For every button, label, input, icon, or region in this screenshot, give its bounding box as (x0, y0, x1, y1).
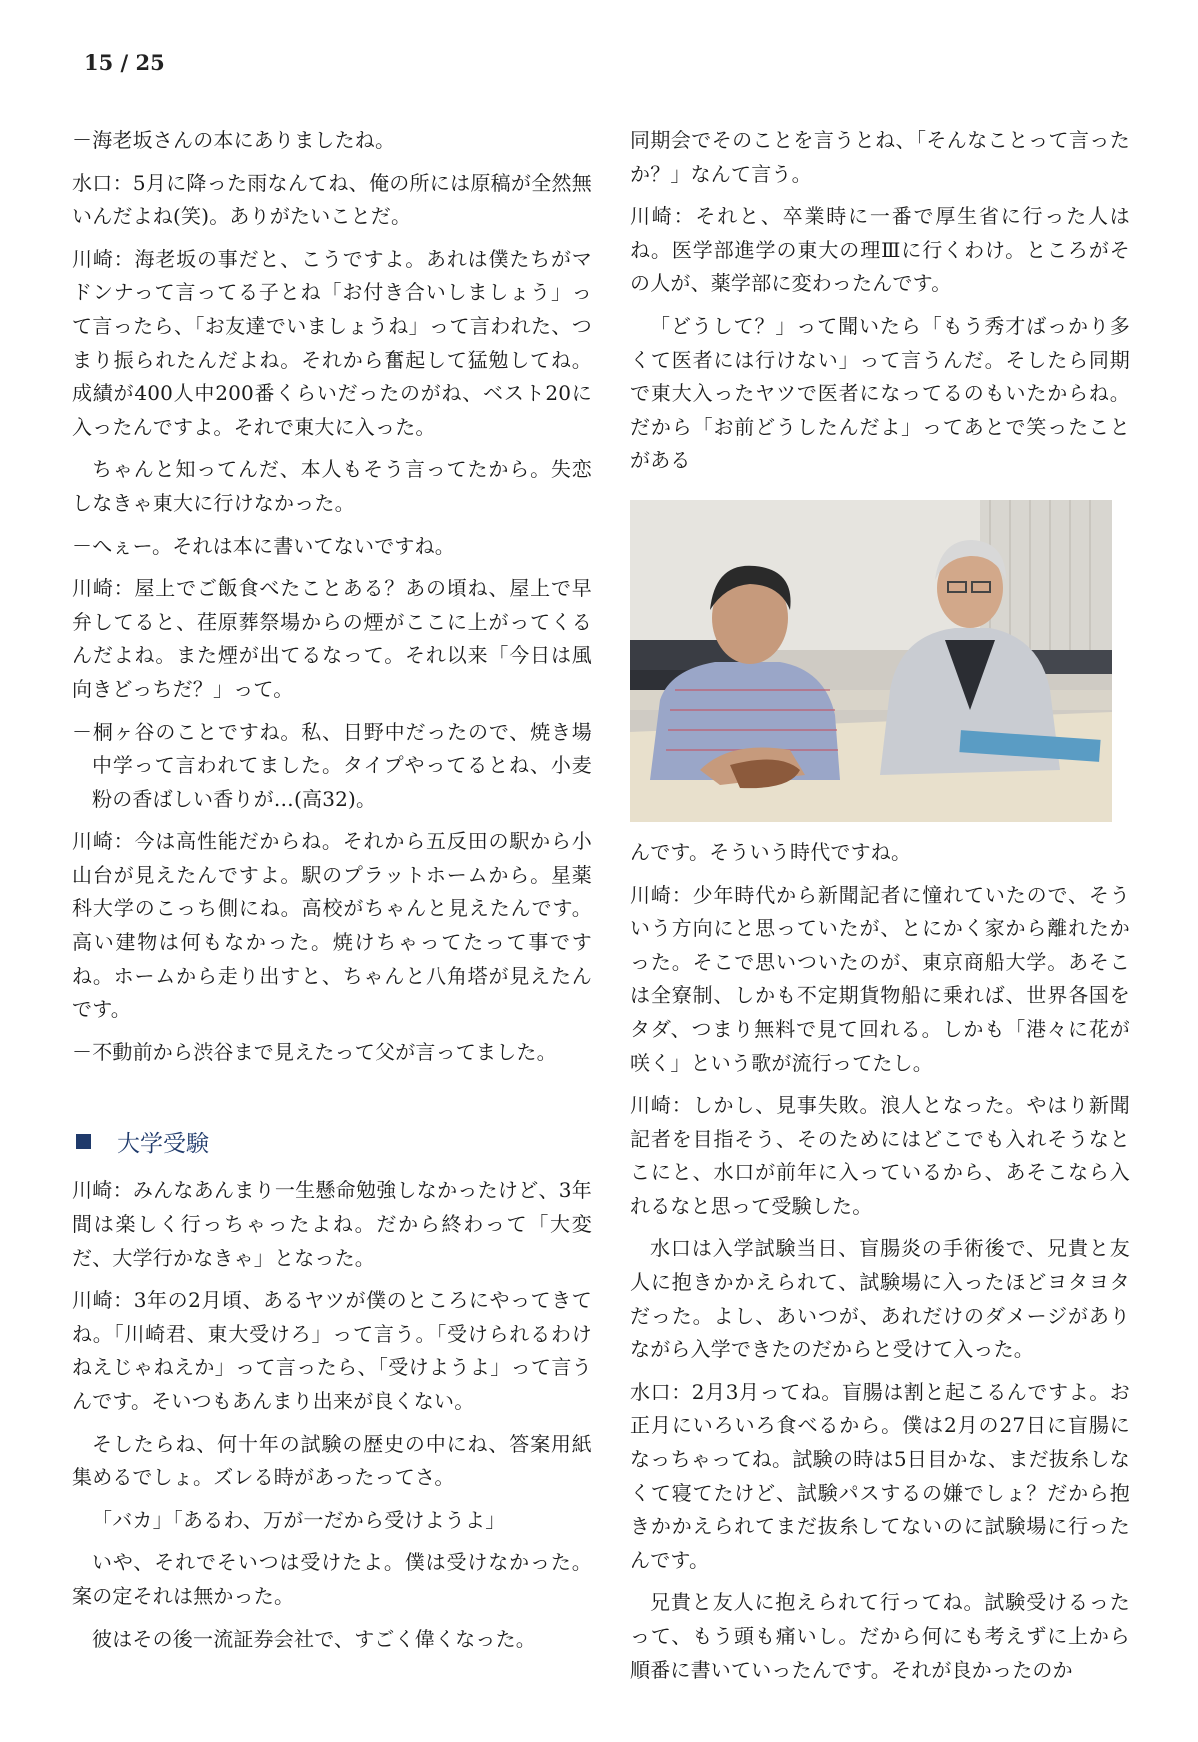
paragraph: 川崎：3年の2月頃、あるヤツが僕のところにやってきてね。「川崎君、東大受けろ」って言う。「受けられるわけねえじゃねえか」って言ったら、「受けようよ」って言うんです。そいつもあんまり出来が良くない。 (72, 1288, 592, 1413)
paragraph: －桐ヶ谷のことですね。私、日野中だったので、焼き場中学って言われてました。タイプやってるとね、小麦粉の香ばしい香りが…(高32)。 (72, 719, 592, 811)
paragraph: いや、それでそいつは受けたよ。僕は受けなかった。案の定それは無かった。 (72, 1550, 592, 1608)
paragraph: 同期会でそのことを言うとね、「そんなことって言ったか？」なんて言う。 (630, 128, 1130, 186)
paragraph: 川崎：それと、卒業時に一番で厚生省に行った人はね。医学部進学の東大の理Ⅲに行くわけ。ところがその人が、薬学部に変わったんです。 (630, 204, 1130, 296)
paragraph: そしたらね、何十年の試験の歴史の中にね、答案用紙集めるでしょ。ズレる時があったってさ。 (72, 1431, 592, 1490)
paragraph: －海老坂さんの本にありましたね。 (72, 128, 396, 152)
right-column (630, 124, 1130, 1696)
interview-photo (630, 500, 1112, 822)
left-column (72, 124, 592, 1665)
paragraph: 彼はその後一流証券会社で、すごく偉くなった。 (92, 1626, 536, 1651)
page-number: 15 / 25 (84, 50, 165, 75)
paragraph: －不動前から渋谷まで見えたって父が言ってました。 (72, 1039, 557, 1064)
paragraph: 川崎：少年時代から新聞記者に憧れていたので、そういう方向にと思っていたが、とにかく家から離れたかった。そこで思いついたのが、東京商船大学。あそこは全寮制、しかも不定期貨物船に乗れば、世界各国をタダ、つまり無料で見て回れる。しかも「港々に花が咲く」という歌が流行ってたし。 (630, 882, 1130, 1075)
left-paragraphs-top (72, 124, 592, 1069)
paragraph: 「バカ」「あるわ、万が一だから受けようよ」 (92, 1507, 506, 1532)
paragraph: 川崎：屋上でご飯食べたことある？あの頃ね、屋上で早弁してると、荏原葬祭場からの煙がここに上がってくるんだよね。また煙が出てるなって。それ以来「今日は風向きどっちだ？」って。 (72, 576, 592, 701)
paragraph: 川崎：しかし、見事失敗。浪人となった。やはり新聞記者を目指そう、そのためにはどこでも入れそうなとこにと、水口が前年に入っているから、あそこなら入れるなと思って受験した。 (630, 1093, 1130, 1218)
paragraph: －へぇー。それは本に書いてないですね。 (72, 533, 455, 558)
paragraph: んです。そういう時代ですね。 (630, 839, 912, 864)
left-paragraphs-bottom (72, 1174, 592, 1656)
right-paragraphs-bottom (630, 836, 1130, 1687)
paragraph: 水口は入学試験当日、盲腸炎の手術後で、兄貴と友人に抱きかかえられて、試験場に入ったほどヨタヨタだった。よし、あいつが、あれだけのダメージがありながら入学できたのだからと受けて入った。 (630, 1236, 1130, 1362)
square-bullet-icon (76, 1134, 91, 1149)
paragraph: 川崎：みんなあんまり一生懸命勉強しなかったけど、3年間は楽しく行っちゃったよね。だから終わって「大変だ、大学行かなきゃ」となった。 (72, 1178, 592, 1270)
paragraph: 「どうして？」って聞いたら「もう秀才ばっかり多くて医者には行けない」って言うんだ。そしたら同期で東大入ったヤツで医者になってるのもいたからね。だから「お前どうしたんだよ」ってあとで笑ったことがある (630, 313, 1130, 473)
paragraph: 水口：5月に降った雨なんてね、俺の所には原稿が全然無いんだよね(笑)。ありがたいことだ。 (72, 170, 592, 229)
paragraph: 兄貴と友人に抱えられて行ってね。試験受けるったって、もう頭も痛いし。だから何にも考えずに上から順番に書いていったんです。それが良かったのか (630, 1590, 1130, 1682)
paragraph: 水口：2月3月ってね。盲腸は割と起こるんですよ。お正月にいろいろ食べるから。僕は2月の27日に盲腸になっちゃってね。試験の時は5日目かな、まだ抜糸しなくて寝てたけど、試験パスするの嫌でしょ？だから抱きかかえられてまだ抜糸してないのに試験場に行ったんです。 (630, 1379, 1130, 1572)
right-paragraphs-top (630, 124, 1130, 478)
paragraph: ちゃんと知ってんだ、本人もそう言ってたから。失恋しなきゃ東大に行けなかった。 (72, 457, 592, 515)
section-heading-text: 大学受験 (117, 1131, 209, 1158)
section-heading (72, 1125, 592, 1158)
paragraph: 川崎：海老坂の事だと、こうですよ。あれは僕たちがマドンナって言ってる子とね「お付き合いしましょう」って言ったら、「お友達でいましょうね」って言われた、つまり振られたんだよね。それから奮起して猛勉してね。成績が400人中200番くらいだったのがね、ベスト20に入ったんですよ。それで東大に入った。 (72, 246, 592, 439)
paragraph: 川崎：今は高性能だからね。それから五反田の駅から小山台が見えたんですよ。駅のプラットホームから。星薬科大学のこっち側にね。高校がちゃんと見えたんです。高い建物は何もなかった。焼けちゃってたって事ですね。ホームから走り出すと、ちゃんと八角塔が見えたんです。 (72, 829, 592, 1022)
